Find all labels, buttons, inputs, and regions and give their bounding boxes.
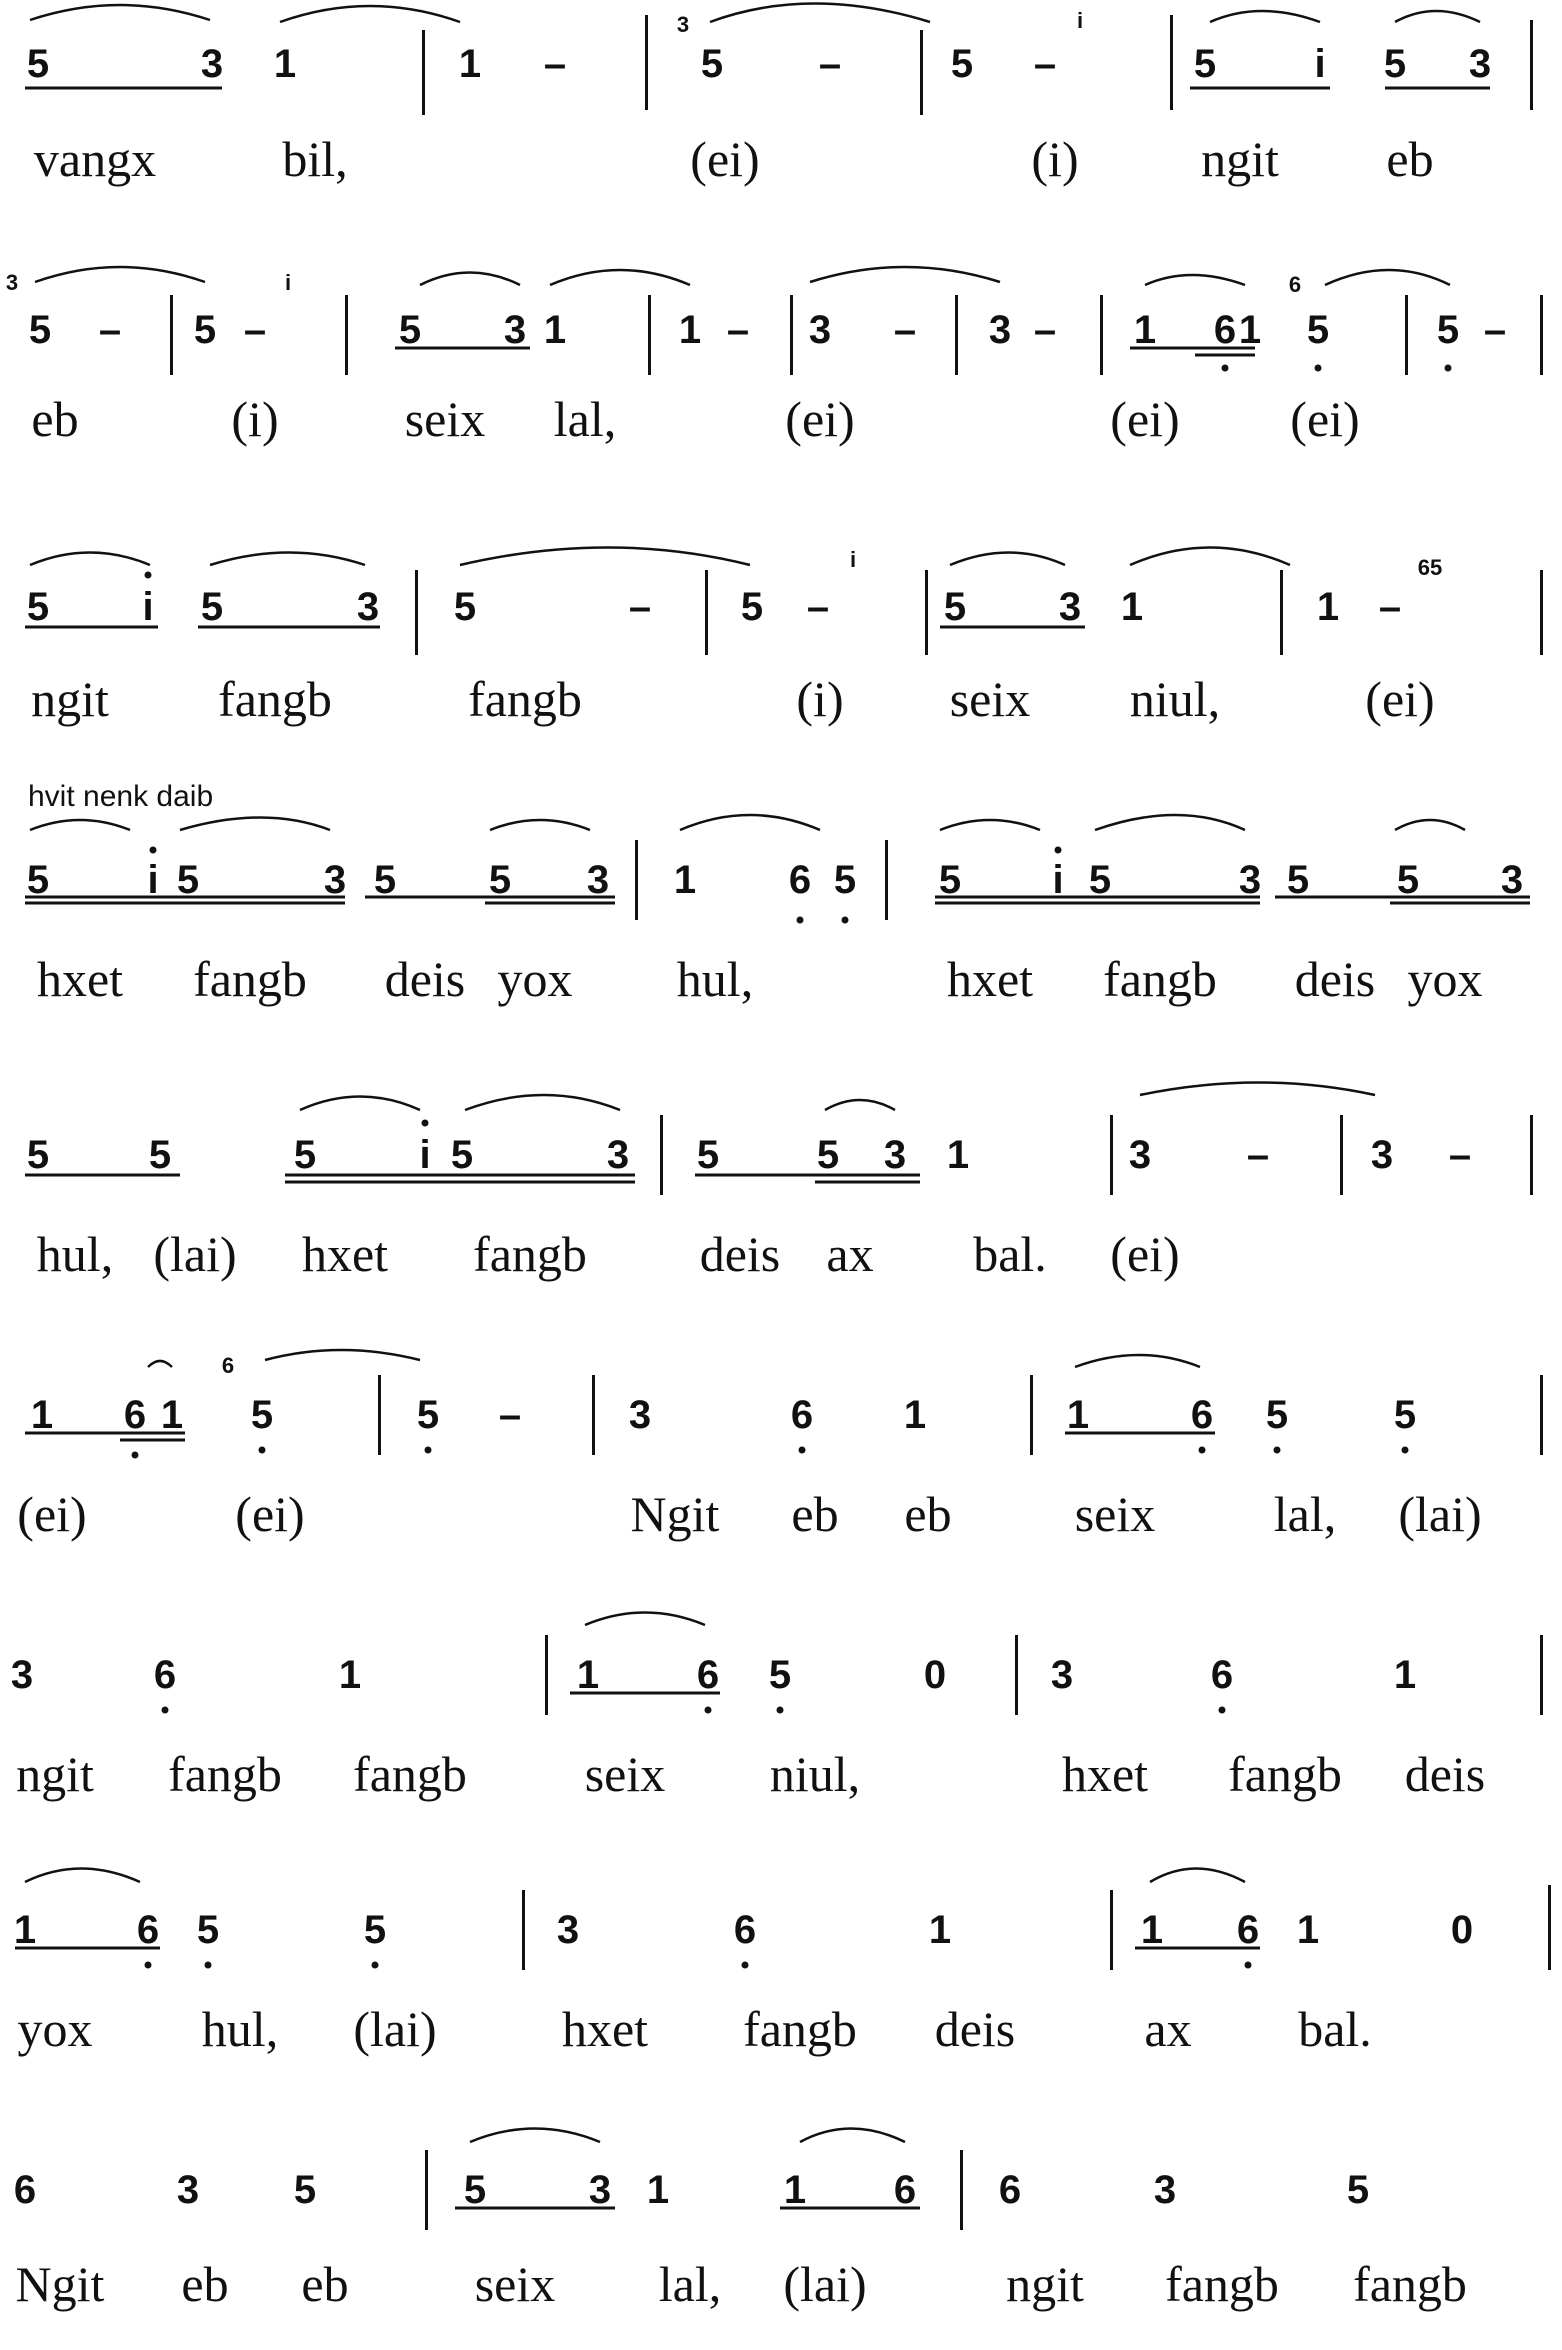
lyric: (ei) [1365,671,1435,727]
note: 5 [740,585,764,629]
lyric: deis [384,951,466,1007]
note: 1 [1296,1908,1320,1952]
lyric: Ngit [630,1486,720,1542]
note: 5 [26,42,50,86]
lyric: hul, [36,1226,114,1282]
barline [1405,295,1408,375]
note: 5 [1193,42,1217,86]
note: 1 [13,1908,37,1952]
note: 6 [123,1393,147,1437]
note: 3 [1238,858,1262,902]
barline [592,1375,595,1455]
music-system-4 [0,780,1562,1010]
barline [545,1635,548,1715]
note: 3 [588,2168,612,2212]
grace-note: 3 [676,12,690,37]
note: – [498,1393,522,1437]
note: 5 [176,858,200,902]
note: 6 [1190,1393,1214,1437]
lyric: yox [497,951,573,1007]
note: 5 [1346,2168,1370,2212]
note: 5 [1286,858,1310,902]
note: 5 [26,858,50,902]
note: 3 [988,308,1012,352]
lyric: (i) [1031,131,1079,187]
lyric: ax [1144,2001,1192,2057]
lyric: fangb [193,951,307,1007]
note: 3 [586,858,610,902]
lyric: eb [904,1486,952,1542]
note: 5 [696,1133,720,1177]
note: 1 [903,1393,927,1437]
note: – [893,308,917,352]
slurs-and-beams [0,2120,1562,2350]
barline [422,30,425,115]
music-system-1 [0,0,1562,230]
slurs-and-beams [0,535,1562,765]
note: 1 [1140,1908,1164,1952]
note: 3 [808,308,832,352]
note: 3 [1500,858,1524,902]
lyric: fangb [353,1746,467,1802]
lyric: hxet [1061,1746,1149,1802]
lyric: hul, [201,2001,279,2057]
lyric: eb [791,1486,839,1542]
barline [1540,570,1543,655]
lyric: eb [1386,131,1434,187]
note: 5 [833,858,857,902]
note: 1 [1238,308,1262,352]
note: 5 [1436,308,1460,352]
lyric: (ei) [785,391,855,447]
barline [1015,1635,1018,1715]
note: – [1033,308,1057,352]
note: 1 [1316,585,1340,629]
note: – [628,585,652,629]
lyric: (lai) [783,2256,867,2312]
lyric: deis [934,2001,1016,2057]
lyric: fangb [1353,2256,1467,2312]
note: 1 [678,308,702,352]
note: 5 [1088,858,1112,902]
note: – [98,308,122,352]
note: 1 [1133,308,1157,352]
lyric: bal. [1298,2001,1372,2057]
note: i [1052,858,1064,902]
lyric: eb [301,2256,349,2312]
note: – [806,585,830,629]
note: – [1378,585,1402,629]
note: 3 [606,1133,630,1177]
note: 1 [783,2168,807,2212]
lyric: seix [584,1746,666,1802]
note: 5 [250,1393,274,1437]
music-system-7 [0,1605,1562,1835]
note: 0 [1450,1908,1474,1952]
note: 1 [458,42,482,86]
note: 6 [998,2168,1022,2212]
grace-note: i [849,547,857,572]
barline [415,570,418,655]
barline [1530,20,1533,110]
lyric: (lai) [353,2001,437,2057]
barline [1548,1885,1551,1970]
note: 5 [28,308,52,352]
note: 1 [928,1908,952,1952]
note: – [1448,1133,1472,1177]
note: 6 [733,1908,757,1952]
note: 5 [488,858,512,902]
note: 5 [196,1908,220,1952]
note: 6 [13,2168,37,2212]
note: i [1314,42,1326,86]
barline [425,2150,428,2230]
annotation: hvit nenk daib [28,780,214,813]
note: 0 [923,1653,947,1697]
barline [1280,570,1283,655]
note: 1 [160,1393,184,1437]
lyric: ax [826,1226,874,1282]
note: 3 [176,2168,200,2212]
note: 5 [463,2168,487,2212]
note: 1 [30,1393,54,1437]
note: 3 [1050,1653,1074,1697]
note: 6 [1213,308,1237,352]
note: 1 [273,42,297,86]
lyric: deis [699,1226,781,1282]
note: i [419,1133,431,1177]
barline [170,295,173,375]
note: 5 [398,308,422,352]
note: 1 [1066,1393,1090,1437]
barline [920,30,923,115]
note: – [543,42,567,86]
note: 6 [893,2168,917,2212]
barline [1100,295,1103,375]
note: – [1033,42,1057,86]
note: – [1483,308,1507,352]
lyric: fangb [1228,1746,1342,1802]
barline [705,570,708,655]
lyric: yox [17,2001,93,2057]
lyric: (ei) [235,1486,305,1542]
lyric: seix [1074,1486,1156,1542]
lyric: hul, [676,951,754,1007]
lyric: ngit [16,1746,94,1802]
lyric: niul, [1129,671,1221,727]
note: 5 [1265,1393,1289,1437]
note: 5 [193,308,217,352]
note: 6 [153,1653,177,1697]
barline [378,1375,381,1455]
note: 5 [768,1653,792,1697]
barline [648,295,651,375]
note: 3 [1058,585,1082,629]
lyric: fangb [218,671,332,727]
note: 5 [1306,308,1330,352]
note: 3 [1153,2168,1177,2212]
lyric: fangb [168,1746,282,1802]
lyric: (ei) [17,1486,87,1542]
music-system-8 [0,1860,1562,2090]
lyric: (ei) [1290,391,1360,447]
note: 1 [1393,1653,1417,1697]
barline [790,295,793,375]
grace-note: 6 [1288,272,1302,297]
note: 5 [363,1908,387,1952]
note: 5 [816,1133,840,1177]
note: 3 [628,1393,652,1437]
lyric: lal, [1273,1486,1337,1542]
note: 5 [453,585,477,629]
note: 3 [556,1908,580,1952]
lyric: hxet [36,951,124,1007]
grace-note: 6 [221,1353,235,1378]
note: 5 [700,42,724,86]
note: i [147,858,159,902]
note: 3 [503,308,527,352]
lyric: fangb [468,671,582,727]
note: 1 [543,308,567,352]
barline [885,840,888,920]
note: – [243,308,267,352]
lyric: (i) [231,391,279,447]
lyric: lal, [553,391,617,447]
note: 3 [1468,42,1492,86]
note: 1 [673,858,697,902]
lyric: hxet [301,1226,389,1282]
note: 5 [1383,42,1407,86]
barline [1110,1115,1113,1195]
music-system-2 [0,260,1562,490]
lyric: fangb [1165,2256,1279,2312]
lyric: ngit [31,671,109,727]
barline [955,295,958,375]
lyric: bil, [282,131,348,187]
note: 6 [136,1908,160,1952]
note: 1 [1120,585,1144,629]
barline [960,2150,963,2230]
lyric: hxet [561,2001,649,2057]
note: 1 [338,1653,362,1697]
barline [1110,1890,1113,1970]
note: – [1246,1133,1270,1177]
note: 3 [1128,1133,1152,1177]
lyric: deis [1294,951,1376,1007]
lyric: (ei) [1110,1226,1180,1282]
slurs-and-beams [0,0,1562,230]
lyric: (ei) [1110,391,1180,447]
lyric: deis [1404,1746,1486,1802]
note: 5 [416,1393,440,1437]
note: 6 [1236,1908,1260,1952]
note: 5 [293,2168,317,2212]
lyric: hxet [946,951,1034,1007]
lyric: fangb [1103,951,1217,1007]
barline [1540,1635,1543,1715]
note: 3 [356,585,380,629]
lyric: ngit [1006,2256,1084,2312]
grace-note: 65 [1417,555,1443,580]
barline [1170,15,1173,110]
note: 5 [293,1133,317,1177]
note: – [818,42,842,86]
lyric: (lai) [153,1226,237,1282]
music-system-3 [0,535,1562,765]
note: 6 [788,858,812,902]
barline [645,15,648,110]
barline [345,295,348,375]
note: 3 [883,1133,907,1177]
lyric: seix [404,391,486,447]
lyric: seix [474,2256,556,2312]
note: 5 [1396,858,1420,902]
note: 3 [1370,1133,1394,1177]
lyric: lal, [658,2256,722,2312]
lyric: fangb [743,2001,857,2057]
lyric: bal. [973,1226,1047,1282]
note: 5 [950,42,974,86]
music-system-9 [0,2120,1562,2350]
lyric: niul, [769,1746,861,1802]
grace-note: i [284,270,292,295]
note: 3 [323,858,347,902]
lyric: (i) [796,671,844,727]
grace-note: i [1076,8,1084,33]
note: 5 [450,1133,474,1177]
lyric: (ei) [690,131,760,187]
music-system-5 [0,1085,1562,1315]
lyric: eb [181,2256,229,2312]
note: 1 [946,1133,970,1177]
barline [1530,1115,1533,1195]
barline [522,1890,525,1970]
barline [1540,1375,1543,1455]
lyric: eb [31,391,79,447]
note: 1 [646,2168,670,2212]
barline [1030,1375,1033,1455]
note: 6 [790,1393,814,1437]
lyric: vangx [33,131,157,187]
barline [1340,1115,1343,1195]
slurs-and-beams [0,260,1562,490]
note: 5 [148,1133,172,1177]
lyric: fangb [473,1226,587,1282]
note: 5 [200,585,224,629]
music-system-6 [0,1345,1562,1575]
note: 6 [1210,1653,1234,1697]
note: 5 [373,858,397,902]
grace-note: 3 [5,270,19,295]
note: 5 [26,585,50,629]
note: 5 [943,585,967,629]
lyric: ngit [1201,131,1279,187]
note: 6 [696,1653,720,1697]
note: 5 [1393,1393,1417,1437]
note: 1 [576,1653,600,1697]
lyric: (lai) [1398,1486,1482,1542]
barline [660,1115,663,1195]
note: 3 [10,1653,34,1697]
note: 3 [200,42,224,86]
barline [1540,295,1543,375]
note: – [726,308,750,352]
lyric: yox [1407,951,1483,1007]
note: 5 [26,1133,50,1177]
barline [925,570,928,655]
barline [635,840,638,920]
note: i [142,585,154,629]
lyric: Ngit [15,2256,105,2312]
note: 5 [938,858,962,902]
lyric: seix [949,671,1031,727]
